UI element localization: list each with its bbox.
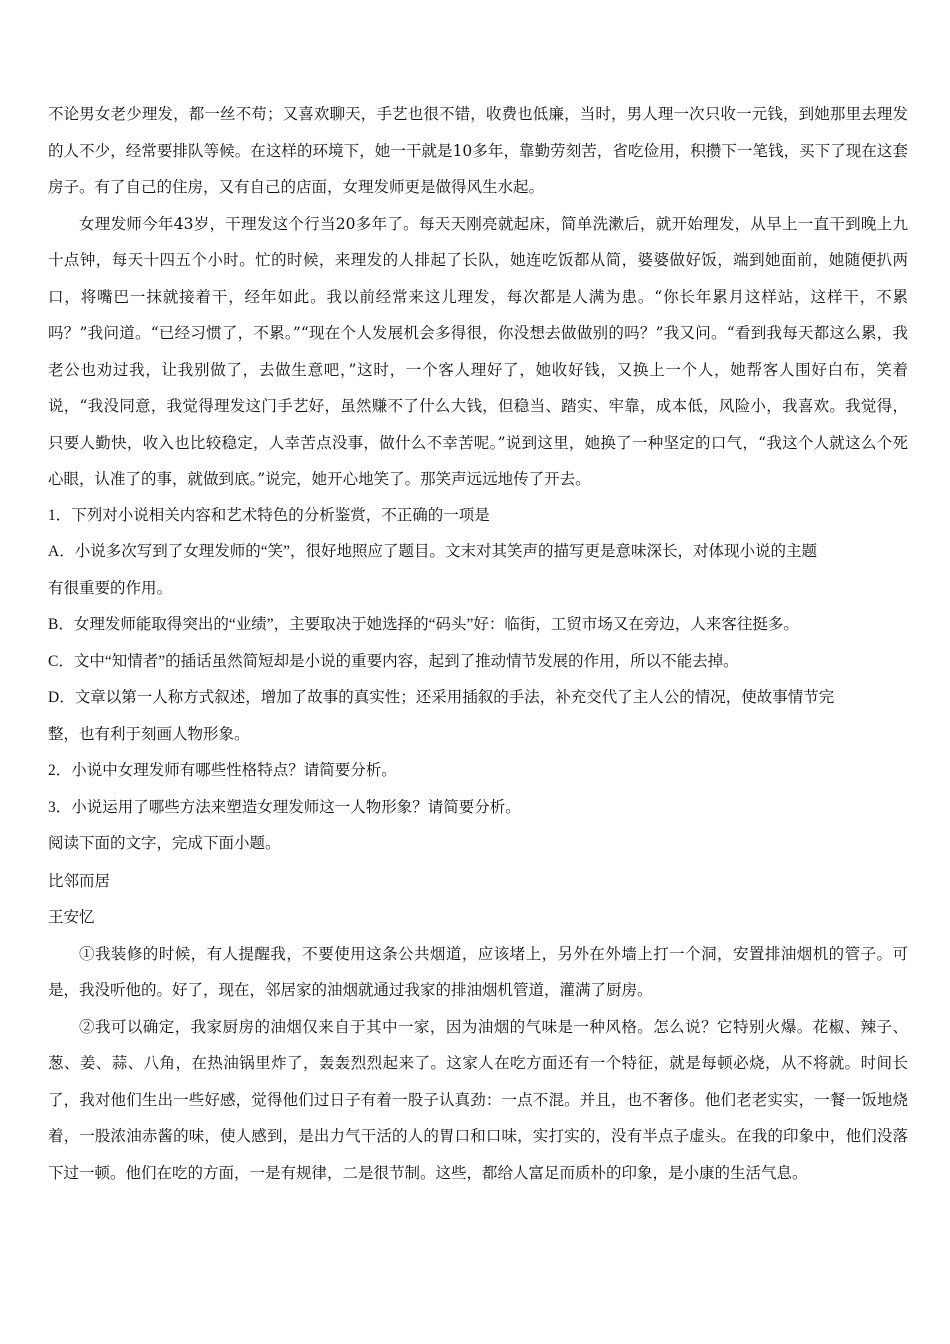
question-1-option-b: B．女理发师能取得突出的“业绩”，主要取决于她选择的“码头”好：临街，工贸市场又在旁边，人来客往挺多。	[48, 616, 799, 633]
question-1-option-a-line-2: 有很重要的作用。	[48, 579, 173, 597]
question-1-option-a-line-1: A．小说多次写到了女理发师的“笑”，很好地照应了题目。文末对其笑声的描写更是意味深长，对体现小说的主题	[48, 543, 817, 560]
story-paragraph-2: 女理发师今年43岁，干理发这个行当20多年了。每天天刚亮就起床，简单洗漱后，就开始理发，从早上一直干到晚上九十点钟，每天十四五个小时。忙的时候，来理发的人排起了长队，她连吃饭都从简，婆婆做好饭，端到她面前，她随便扒两口，将嘴巴一抹就接着干，经年如此。我以前经常来这儿理发，每次都是人满为患。“你长年累月这样站，这样干，不累吗？”我问道。“已经习惯了，不累。”“现在个人发展机会多得很，你没想去做做别的吗？”我又问。“看到我每天都这么累，我老公也劝过我，让我别做了，去做生意吧，”这时，一个客人理好了，她收好钱，又换上一个人，她帮客人围好白布，笑着说，“我没同意，我觉得理发这门手艺好，虽然赚不了什么大钱，但稳当、踏实、牢靠，成本低，风险小，我喜欢。我觉得，只要人勤快，收入也比较稳定，人幸苦点没事，做什么不幸苦呢。”说到这里，她换了一种坚定的口气，“我这个人就这么个死心眼，认准了的事，就做到底。”说完，她开心地笑了。那笑声远远地传了开去。	[48, 214, 908, 488]
question-1-option-d-line-2: 整，也有利于刻画人物形象。	[48, 725, 250, 743]
reading-author: 王安忆	[48, 908, 95, 926]
question-2: 2．小说中女理发师有哪些性格特点？请简要分析。	[48, 762, 397, 779]
question-3: 3．小说运用了哪些方法来塑造女理发师这一人物形象？请简要分析。	[48, 798, 521, 816]
reading-title: 比邻而居	[48, 871, 111, 890]
reading-paragraph-1: ①我装修的时候，有人提醒我，不要使用这条公共烟道，应该堵上，另外在外墙上打一个洞，安置排油烟机的管子。可是，我没听他的。好了，现在，邻居家的油烟就通过我家的排油烟机管道，灌满了厨房。	[48, 944, 908, 999]
question-1-option-c: C．文中“知情者”的插话虽然简短却是小说的重要内容，起到了推动情节发展的作用，所以不能去掉。	[48, 652, 739, 670]
question-1-stem: 1．下列对小说相关内容和艺术特色的分析鉴赏，不正确的一项是	[48, 506, 490, 524]
question-1-option-d-line-1: D．文章以第一人称方式叙述，增加了故事的真实性；还采用插叙的手法，补充交代了主人公的情况，使故事情节完	[48, 689, 835, 706]
story-paragraph-1: 不论男女老少理发，都一丝不苟；又喜欢聊天，手艺也很不错，收费也低廉，当时，男人理一次只收一元钱，到她那里去理发的人不少，经常要排队等候。在这样的环境下，她一干就是10多年，靠勤劳刻苦，省吃俭用，积攒下一笔钱，买下了现在这套房子。有了自己的住房，又有自己的店面，女理发师更是做得风生水起。	[48, 105, 908, 196]
document-body	[48, 96, 908, 1191]
reading-paragraph-2: ②我可以确定，我家厨房的油烟仅来自于其中一家，因为油烟的气味是一种风格。怎么说？它特别火爆。花椒、辣子、葱、姜、蒜、八角，在热油锅里炸了，轰轰烈烈起来了。这家人在吃方面还有一个特征，就是每顿必烧，从不将就。时间长了，我对他们生出一些好感，觉得他们过日子有着一股子认真劲：一点不混。并且，也不奢侈。他们老老实实，一餐一饭地烧着，一股浓油赤酱的味，使人感到，是出力气干活的人的胃口和口味，实打实的，没有半点子虚头。在我的印象中，他们没落下过一顿。他们在吃的方面，一是有规律，二是很节制。这些，都给人富足而质朴的印象，是小康的生活气息。	[48, 1017, 908, 1182]
reading-instruction: 阅读下面的文字，完成下面小题。	[48, 835, 281, 852]
